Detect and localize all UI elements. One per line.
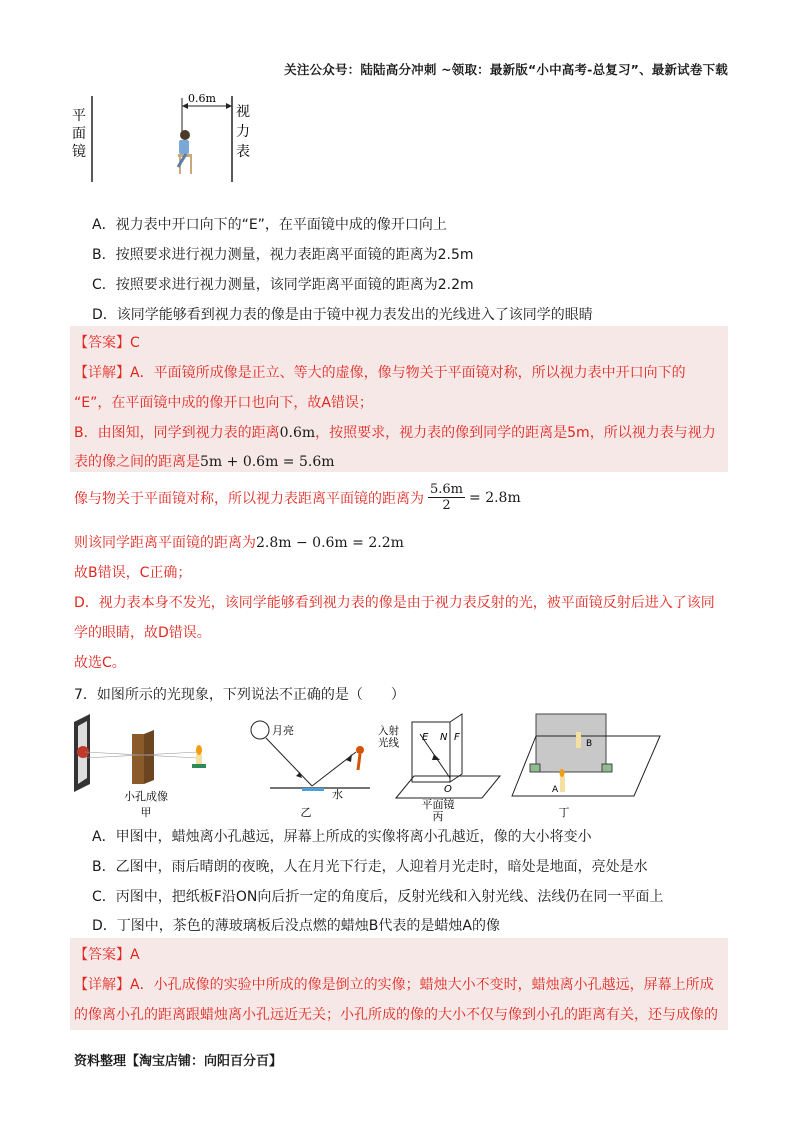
detail-text: 表的像之间的距离是 <box>74 454 200 470</box>
jia-caption-2: 甲 <box>140 806 152 819</box>
q6-detail-b1 <box>74 422 716 442</box>
q6-option-c: C．按照要求进行视力测量，该同学距离平面镜的距离为2.2m <box>92 277 474 293</box>
moon-label: 月亮 <box>272 724 294 737</box>
fraction-denominator: 2 <box>442 498 451 513</box>
answer-tag: 【答案】 <box>74 335 130 351</box>
q6-detail-c2 <box>74 532 404 552</box>
mirror-label: 平面镜 <box>421 798 455 811</box>
detail-text: A．平面镜所成像是正立、等大的虚像，像与物关于平面镜对称，所以视力表中开口向下的 <box>130 365 686 381</box>
answer-value: C <box>130 335 140 351</box>
label-E: E <box>422 732 429 743</box>
label-F: F <box>454 732 460 743</box>
label-N: N <box>440 732 448 743</box>
answer-value: A <box>130 947 140 963</box>
q7-detail-1 <box>74 974 714 994</box>
pinhole-figure <box>74 714 206 819</box>
detail-math: 0.6m <box>279 425 316 441</box>
q6-detail-a1 <box>74 362 686 382</box>
bing-caption: 丙 <box>432 810 444 822</box>
q7-answer <box>74 944 140 964</box>
detail-text: A．小孔成像的实验中所成的像是倒立的实像；蜡烛大小不变时，蜡烛离小孔越远，屏幕上所成 <box>130 977 714 993</box>
incident-label-2: 光线 <box>378 737 399 749</box>
mirror-label-3: 镜 <box>72 144 86 160</box>
distance-label: 0.6m <box>188 92 216 105</box>
q6-detail-d2: 学的眼睛，故D错误。 <box>74 625 211 641</box>
moon-water-figure <box>251 721 370 819</box>
q7-option-a: A．甲图中，蜡烛离小孔越远，屏幕上所成的实像将离小孔越近，像的大小将变小 <box>92 829 592 845</box>
q7-option-d: D．丁图中，茶色的薄玻璃板后没点燃的蜡烛B代表的是蜡烛A的像 <box>92 918 500 934</box>
q6-detail-c1 <box>74 482 521 513</box>
q7-option-c: C．丙图中，把纸板F沿ON向后折一定的角度后，反射光线和入射光线、法线仍在同一平面上 <box>92 889 664 905</box>
chart-label-1: 视 <box>236 104 250 120</box>
q7-option-b: B．乙图中，雨后晴朗的夜晚，人在月光下行走，人迎着月光走时，暗处是地面，亮处是水 <box>92 859 648 875</box>
chart-label-2: 力 <box>236 124 250 140</box>
detail-text: ，按照要求，视力表的像到同学的距离是5m，所以视力表与视力 <box>315 425 716 441</box>
mirror-label-1: 平 <box>72 108 86 124</box>
q6-detail-d1: D．视力表本身不发光，该同学能够看到视力表的像是由于视力表反射的光，被平面镜反射后进入了该同 <box>74 595 715 611</box>
jia-caption-1: 小孔成像 <box>124 790 168 803</box>
detail-text: 则该同学距离平面镜的距离为 <box>74 535 256 551</box>
answer-tag: 【答案】 <box>74 947 130 963</box>
detail-text: 像与物关于平面镜对称，所以视力表距离平面镜的距离为 <box>74 490 424 507</box>
detail-math: 5m + 0.6m = 5.6m <box>200 454 335 470</box>
detail-tag: 【详解】 <box>74 977 130 993</box>
q6-detail-b2 <box>74 451 335 471</box>
q7-detail-2: 的像离小孔的距离跟蜡烛离小孔远近无关；小孔所成的像的大小不仅与像到小孔的距离有关，还与成像的 <box>74 1007 718 1023</box>
detail-tag: 【详解】 <box>74 365 130 381</box>
label-O: O <box>444 784 452 795</box>
label-B: B <box>586 739 593 749</box>
label-A: A <box>552 785 559 795</box>
q6-detail-final: 故选C。 <box>74 655 126 671</box>
fraction-numerator: 5.6m <box>430 482 464 497</box>
water-label: 水 <box>332 788 343 801</box>
detail-math: 2.8m − 0.6m = 2.2m <box>256 535 404 551</box>
q6-answer <box>74 332 140 352</box>
chart-label-3: 表 <box>236 144 250 160</box>
q7-title: 7．如图所示的光现象，下列说法不正确的是（ ） <box>74 687 405 703</box>
q6-option-a: A．视力表中开口向下的“E”，在平面镜中成的像开口向上 <box>92 217 447 233</box>
fraction <box>428 482 465 513</box>
incident-label-1: 入射 <box>378 725 399 737</box>
mirror-label-2: 面 <box>72 126 86 142</box>
header-note: 关注公众号：陆陆高分冲刺 ~领取：最新版“小中高考-总复习”、最新试卷下载 <box>284 62 728 77</box>
q6-option-d: D．该同学能够看到视力表的像是由于镜中视力表发出的光线进入了该同学的眼睛 <box>92 307 593 323</box>
detail-text: B．由图知，同学到视力表的距离 <box>74 425 280 441</box>
student-icon <box>178 130 192 174</box>
reflection-board-figure <box>378 714 500 822</box>
q6-option-b: B．按照要求进行视力测量，视力表距离平面镜的距离为2.5m <box>92 247 474 263</box>
q6-detail-c3: 故B错误，C正确； <box>74 565 192 581</box>
yi-caption: 乙 <box>300 806 312 819</box>
glass-plate-figure <box>512 714 660 819</box>
footer-note: 资料整理【淘宝店铺：向阳百分百】 <box>74 1054 283 1069</box>
q6-detail-a2: “E”，在平面镜中成的像开口也向下，故A错误； <box>74 395 373 411</box>
figure-light-phenomena <box>70 712 750 822</box>
ding-caption: 丁 <box>558 806 570 819</box>
figure-mirror-eye-chart <box>70 92 270 192</box>
detail-math: = 2.8m <box>469 489 521 506</box>
